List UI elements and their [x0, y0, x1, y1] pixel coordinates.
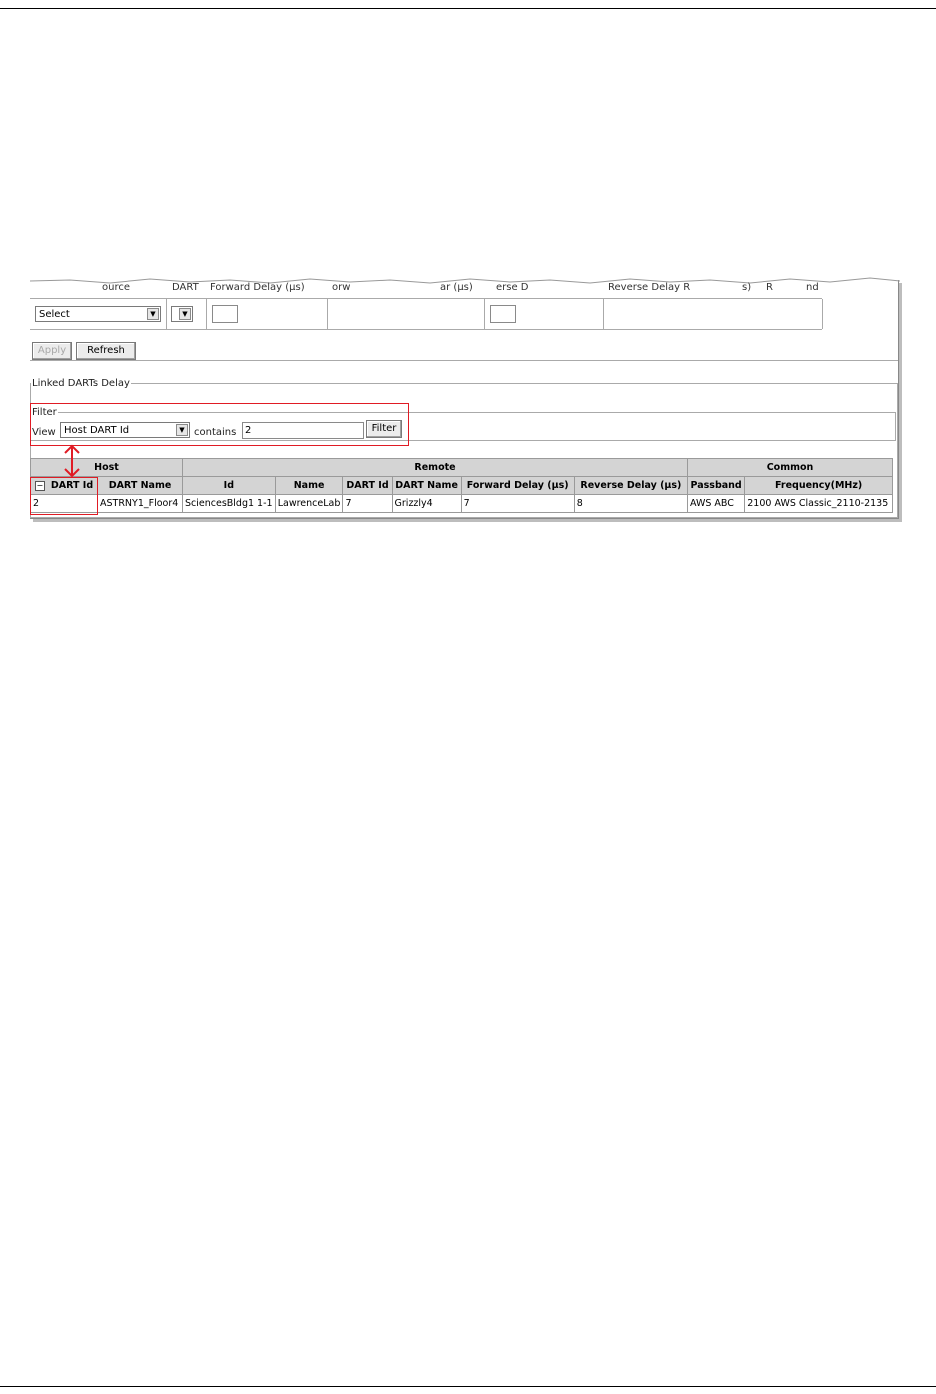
chevron-down-icon: ▼ — [179, 308, 191, 320]
cell-frequency: 2100 AWS Classic_2110-2135 — [745, 495, 893, 513]
cell-remote-dart-name: Grizzly4 — [392, 495, 461, 513]
filter-button[interactable]: Filter — [366, 420, 402, 438]
dart-id-highlight-box — [30, 477, 98, 515]
source-select[interactable] — [35, 306, 161, 322]
table-column-header-row — [31, 477, 893, 495]
page-bottom-rule — [0, 1386, 936, 1387]
edit-header-band: nd — [806, 282, 819, 293]
table-row[interactable] — [31, 495, 893, 513]
cell-passband: AWS ABC — [688, 495, 745, 513]
apply-button[interactable]: Apply — [32, 342, 72, 360]
page-top-rule — [0, 8, 936, 9]
double-arrow-icon — [62, 443, 82, 479]
edit-row — [30, 298, 822, 330]
chevron-down-icon: ▼ — [176, 424, 188, 436]
filter-legend: Filter — [32, 407, 57, 418]
edit-cell-reverse-range — [603, 299, 823, 329]
column-header-reverse-delay[interactable]: Reverse Delay (µs) — [574, 477, 687, 495]
edit-header-range-unit: s) — [742, 282, 752, 293]
column-header-remote-name[interactable]: Name — [275, 477, 343, 495]
forward-delay-input[interactable] — [212, 305, 238, 323]
source-select-value: Select — [39, 309, 70, 320]
cell-reverse-delay: 8 — [574, 495, 687, 513]
contains-label: contains — [194, 427, 237, 438]
cell-remote-id: SciencesBldg1 1-1 — [183, 495, 276, 513]
group-header-host: Host — [31, 459, 183, 477]
view-select-value: Host DART Id — [64, 425, 130, 436]
edit-header-forward-range: orw — [332, 282, 351, 293]
column-header-passband[interactable]: Passband — [688, 477, 745, 495]
collapse-icon[interactable]: − — [36, 480, 44, 490]
screenshot-frame — [30, 280, 899, 519]
column-header-host-dart-name[interactable]: DART Name — [98, 477, 183, 495]
edit-row-header — [30, 280, 822, 298]
refresh-button[interactable]: Refresh — [76, 342, 136, 360]
edit-header-source: ource — [102, 282, 130, 293]
edit-header-forward-delay: Forward Delay (µs) — [210, 282, 305, 293]
column-header-remote-dart-name[interactable]: DART Name — [392, 477, 461, 495]
column-header-remote-id[interactable]: Id — [183, 477, 276, 495]
section-divider — [30, 360, 898, 361]
column-header-host-dart-id-label: DART Id — [50, 480, 94, 491]
filter-highlight-box — [30, 403, 409, 446]
cell-remote-name: LawrenceLab — [275, 495, 343, 513]
linked-darts-table — [30, 458, 893, 513]
edit-header-dart: DART — [172, 282, 199, 293]
group-header-common: Common — [688, 459, 893, 477]
dart-select[interactable] — [171, 306, 193, 322]
column-header-frequency[interactable]: Frequency(MHz) — [745, 477, 893, 495]
column-header-forward-delay[interactable]: Forward Delay (µs) — [461, 477, 574, 495]
cell-host-dart-id: 2 — [31, 495, 98, 513]
cell-host-dart-name: ASTRNY1_Floor4 — [98, 495, 183, 513]
table-group-header-row — [31, 459, 893, 477]
edit-header-reverse: erse D — [496, 282, 529, 293]
linked-darts-delay-legend: Linked DARTs Delay — [32, 378, 130, 389]
edit-header-reverse-delay-range: Reverse Delay R — [608, 282, 691, 293]
cell-remote-dart-id: 7 — [343, 495, 392, 513]
chevron-down-icon: ▼ — [147, 308, 159, 320]
contains-input[interactable]: 2 — [242, 422, 364, 439]
reverse-delay-input[interactable] — [490, 305, 516, 323]
edit-header-forward-range-unit: ar (µs) — [440, 282, 473, 293]
cell-forward-delay: 7 — [461, 495, 574, 513]
edit-cell-forward-range — [327, 299, 485, 329]
edit-header-r: R — [766, 282, 773, 293]
group-header-remote: Remote — [183, 459, 688, 477]
view-label: View — [32, 427, 56, 438]
column-header-remote-dart-id[interactable]: DART Id — [343, 477, 392, 495]
